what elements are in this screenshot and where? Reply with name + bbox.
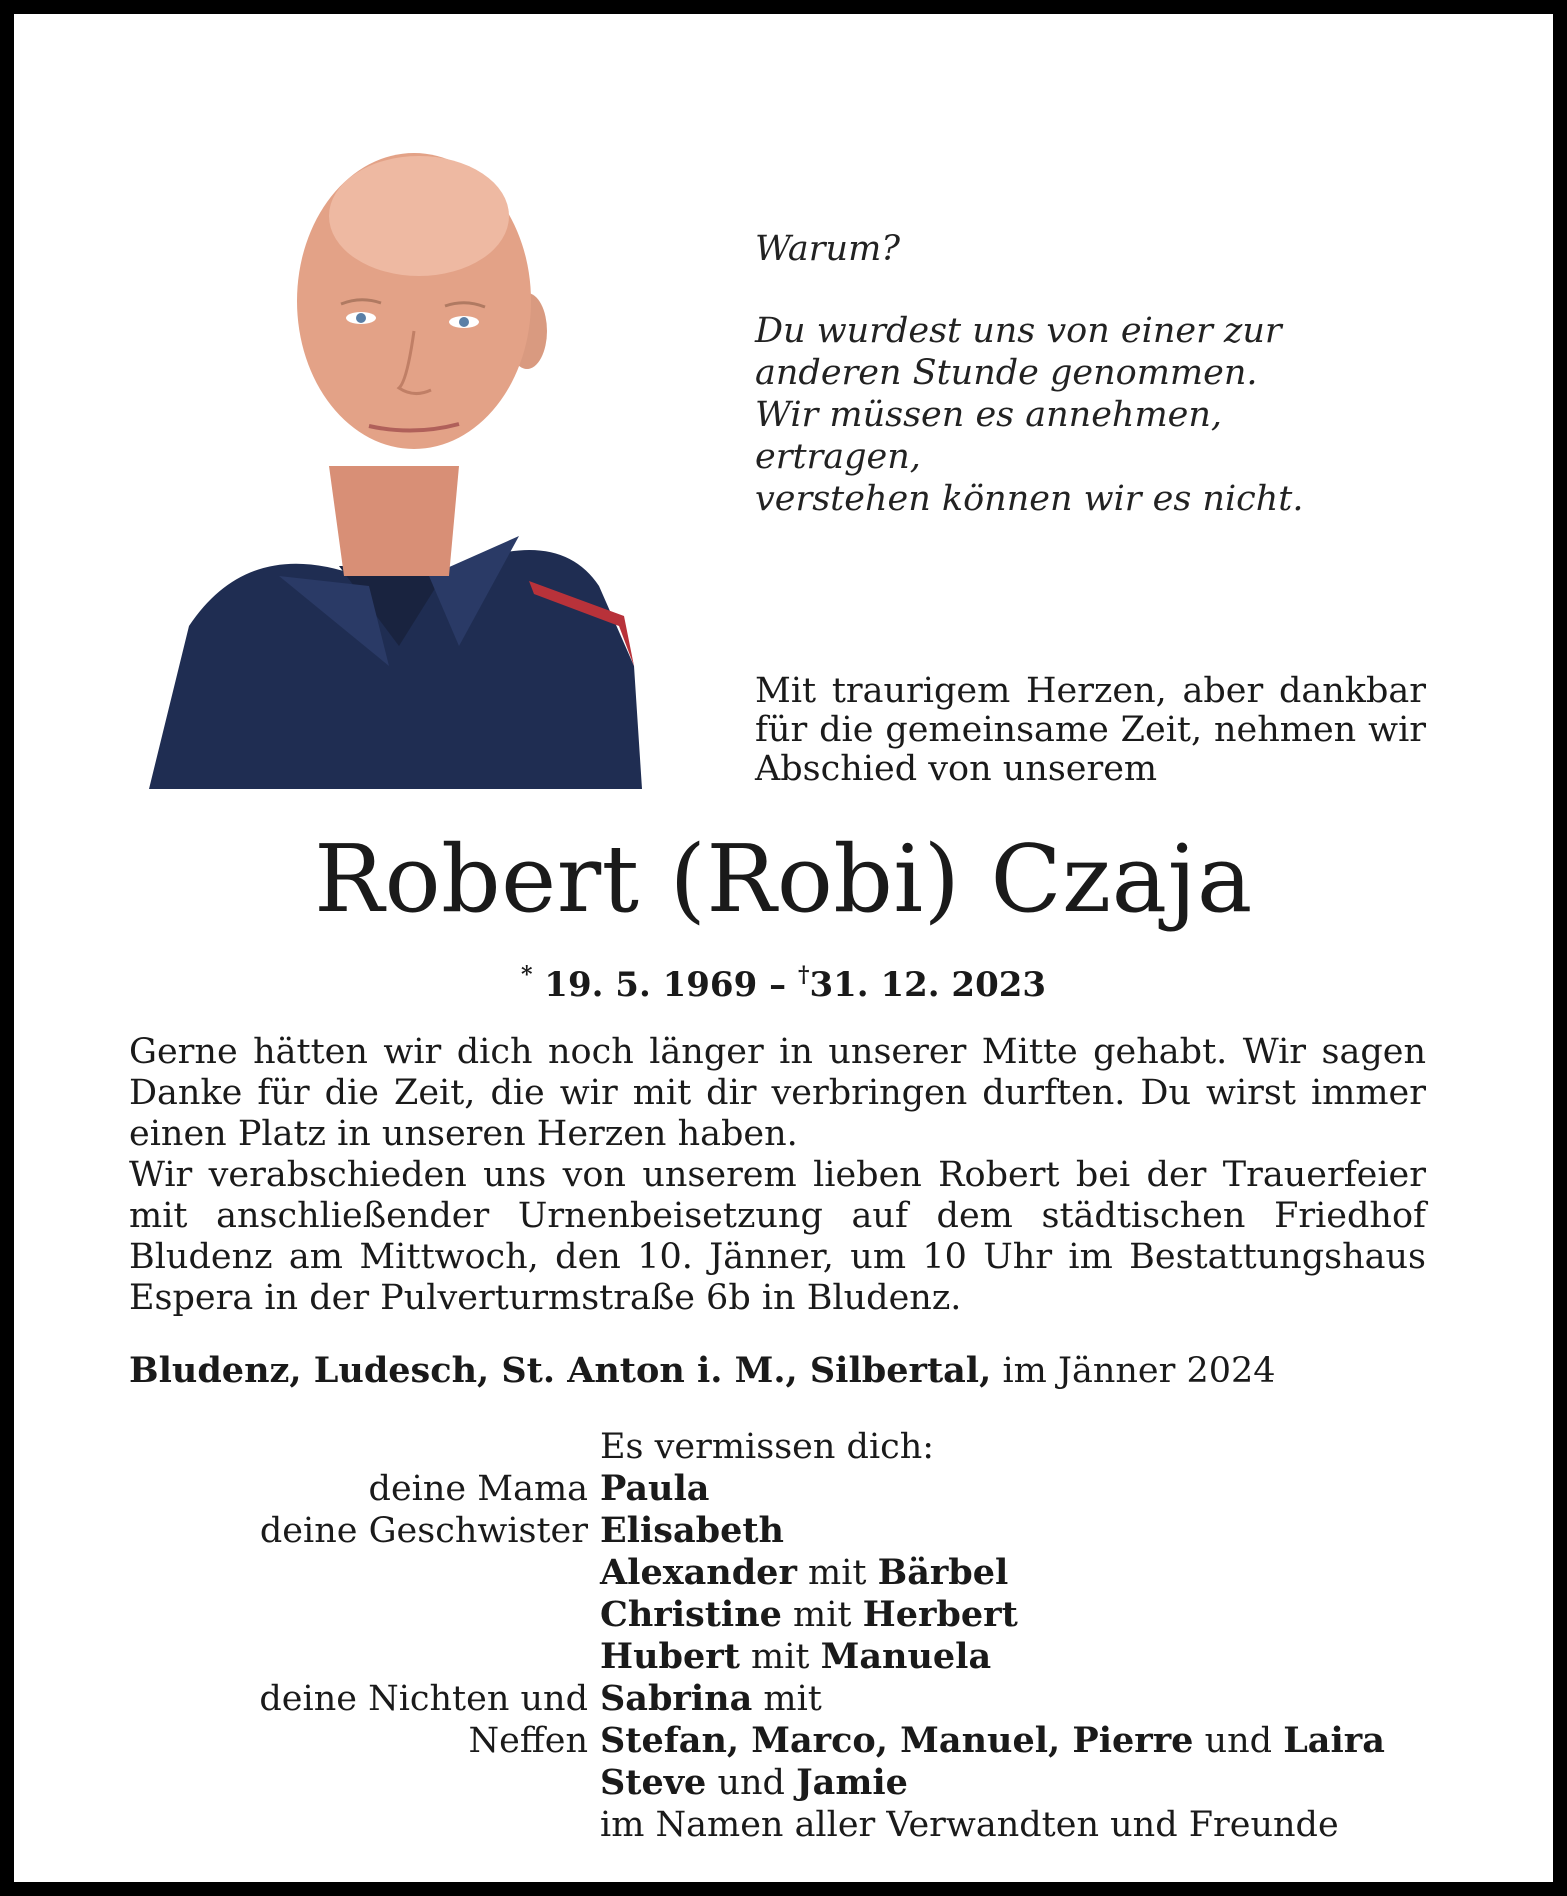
mourner-connector: mit [796, 1553, 878, 1593]
poem-line: anderen Stunde genommen. [755, 353, 1258, 393]
mourner-name: Bärbel [877, 1552, 1009, 1593]
obituary-body [129, 1032, 1426, 1319]
mourners-heading-row [129, 1426, 1426, 1468]
mourner-relation [129, 1594, 600, 1636]
life-dates [14, 962, 1553, 1005]
poem-line: verstehen können wir es nicht. [755, 479, 1304, 519]
intro-text: Mit traurigem Herzen, aber dankbar für die gemeinsame Zeit, nehmen wir Abschied von unserem [755, 671, 1426, 789]
mourners-list [129, 1426, 1426, 1846]
portrait-illustration [129, 106, 642, 789]
mourner-relation: deine Geschwister [259, 1511, 588, 1551]
mourner-relation [129, 1636, 600, 1678]
mourner-connector: und [706, 1763, 797, 1803]
poem [755, 228, 1395, 520]
mourner-row [129, 1804, 1426, 1846]
mourner-row [129, 1762, 1426, 1804]
mourner-name: Alexander [600, 1552, 797, 1593]
mourner-row [129, 1468, 1426, 1510]
poem-title: Warum? [755, 229, 901, 269]
mourner-name: Steve [600, 1762, 707, 1803]
mourner-name: Paula [600, 1468, 710, 1509]
mourner-relation [129, 1804, 600, 1846]
mourner-names [600, 1762, 1426, 1804]
mourner-names [600, 1636, 1426, 1678]
mourner-name: Herbert [862, 1594, 1018, 1635]
mourner-name: Stefan, Marco, Manuel, Pierre [600, 1720, 1194, 1761]
birth-symbol: * [520, 962, 533, 988]
mourner-relation [129, 1762, 600, 1804]
mourner-name: Laira [1283, 1720, 1385, 1761]
mourner-names [600, 1720, 1426, 1762]
mourner-name: Elisabeth [600, 1510, 785, 1551]
death-symbol: † [797, 962, 810, 988]
poem-line: Du wurdest uns von einer zur [755, 311, 1282, 351]
obituary-page [14, 14, 1553, 1882]
body-paragraph: Gerne hätten wir dich noch länger in unserer Mitte gehabt. Wir sagen Danke für die Zeit, die wir mit dir verbringen durften. Du wirst immer einen Platz in unseren Herzen haben. [129, 1032, 1426, 1154]
mourner-connector: mit [739, 1637, 821, 1677]
mourner-connector: mit [781, 1595, 863, 1635]
mourner-connector: und [1193, 1721, 1284, 1761]
mourner-names [600, 1804, 1426, 1846]
place-date-line [129, 1350, 1426, 1392]
date-separator: – [757, 965, 798, 1005]
mourner-row [129, 1552, 1426, 1594]
portrait-photo [129, 106, 642, 789]
mourner-row [129, 1720, 1426, 1762]
mourner-name: Hubert [600, 1636, 740, 1677]
date: im Jänner 2024 [1002, 1351, 1276, 1391]
mourner-names [600, 1594, 1426, 1636]
mourner-name: Sabrina [600, 1678, 753, 1719]
mourner-row [129, 1510, 1426, 1552]
mourner-names [600, 1552, 1426, 1594]
mourner-names [600, 1510, 1426, 1552]
mourner-row [129, 1636, 1426, 1678]
mourners-heading: Es vermissen dich: [600, 1427, 935, 1467]
mourner-relation: deine Mama [368, 1469, 588, 1509]
mourner-name: Jamie [796, 1762, 908, 1803]
mourner-connector: mit [752, 1679, 822, 1719]
death-date: 31. 12. 2023 [809, 965, 1047, 1005]
poem-line: Wir müssen es annehmen, ertragen, [755, 395, 1223, 477]
mourner-names [600, 1468, 1426, 1510]
mourner-name: Manuela [820, 1636, 992, 1677]
mourner-relation [129, 1552, 600, 1594]
mourner-connector: im Namen aller Verwandten und Freunde [600, 1805, 1339, 1845]
body-paragraph: Wir verabschieden uns von unserem lieben Robert bei der Trauerfeier mit anschließender Urnenbeisetzung auf dem städtischen Friedhof Bludenz am Mittwoch, den 10. Jänner, um 10 Uhr im Bestattungshaus Espera in der Pulverturmstraße 6b in Bludenz. [129, 1155, 1426, 1318]
birth-date: 19. 5. 1969 [544, 965, 758, 1005]
mourner-relation: deine Nichten und Neffen [259, 1679, 588, 1761]
mourner-row [129, 1594, 1426, 1636]
deceased-name: Robert (Robi) Czaja [314, 825, 1253, 933]
mourner-name: Christine [600, 1594, 782, 1635]
mourner-names [600, 1678, 1426, 1720]
mourner-relation [129, 1720, 600, 1762]
places: Bludenz, Ludesch, St. Anton i. M., Silbertal, [129, 1350, 992, 1391]
